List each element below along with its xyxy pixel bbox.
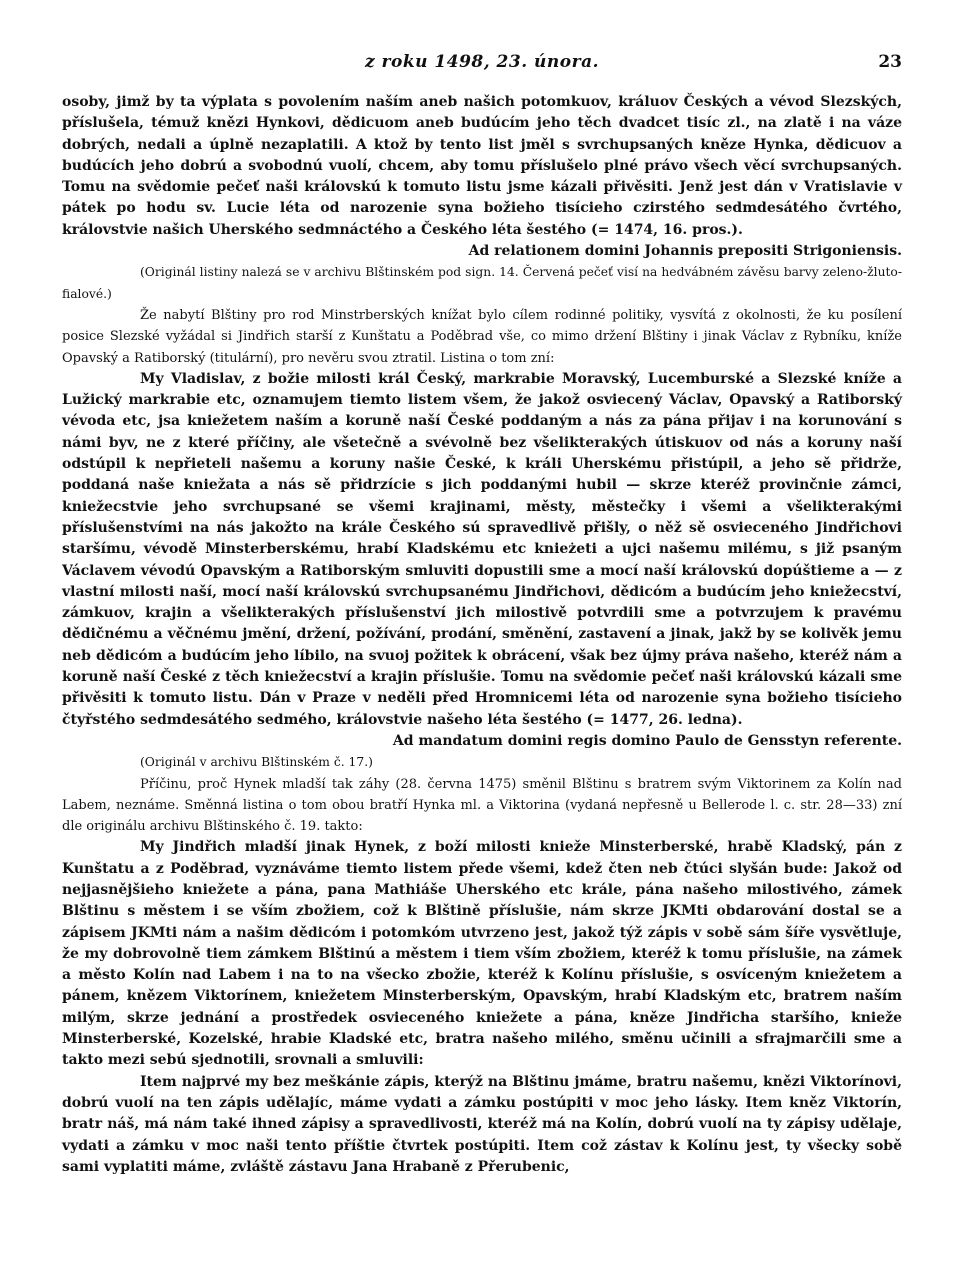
archive-note-2: (Originál v archivu Blštinském č. 17.): [140, 755, 373, 770]
page: [62, 52, 902, 1178]
mandate-note: Ad mandatum domini regis domino Paulo de Gensstyn referente.: [392, 732, 902, 749]
charter-jindrich: My Jindřich mladší jinak Hynek, z boží milosti knieže Minsterberské, hrabě Kladský, pán z Kunštatu a z Poděbrad, vyznáváme tiemto listem přede všemi, kdež čten neb čtúci slyšán bude: Jakož od nejjasnějšieho kniežete a pána, pana Mathiáše Uherského etc krále, pána našeho milostivého, zámek Blštinu s městem i se vším zbožiem, což k Blštině příslušie, nám skrze JKMti obdarování dostal se a zápisem JKMti nám a našim dědicóm i potomkóm utvrzeno jest, jakož týž zápis v sobě sám šíře vysvětluje, že my dobrovolně tiem zámkem Blštinú a městem i tiem vším zbožiem, kteréž k tomu příslušie, na zámek a město Kolín nad Labem i na to na všecko zbožie, kteréž k Kolínu příslušie, s osvíceným kniežetem a pánem, knězem Viktorínem, kniežetem Minsterberským, Opavským, hrabí Kladským etc, bratrem naším milým, skrze jednání a prostředek osvieceného kniežete a pána, kněze Jindřicha staršího, knieže Minsterberské, Kozelské, hrabie Kladské etc, bratra našeho milého, směnu učinili a sfrajmarčili sme a takto mezi sebú sjednotili, srovnali a smluvili:: [62, 839, 902, 1069]
charter-items: Item najprvé my bez meškánie zápis, kterýž na Blštinu jmáme, bratru našemu, knězi Viktorínovi, dobrú vuolí na ten zápis udělajíc, máme vydati a zámku postúpiti v moc jeho lásky. Item kněz Viktorín, bratr náš, má nám také ihned zápisy a spravedlivosti, kteréž má na Kolín, dobrú vuolí na ty zápisy udělaje, vydati a zámku v moc naši tento příštie čtvrtek postúpiti. Item což zástav k Kolínu jest, ty všecky sobě sami vyplatiti máme, zvláště zástavu Jana Hrabaně z Přerubenic,: [62, 1073, 902, 1175]
page-number: 23: [878, 52, 902, 72]
charter-vladislav: My Vladislav, z božie milosti král Český, markrabie Moravský, Lucemburské a Slezské kníže a Lužický markrabie etc, oznamujem tiemto listem všem, že jakož osviecený Václav, Opavský a Ratiborský vévoda etc, jsa kniežetem naším a koruně naší České poddaným a nás za pána přijav i na korunování s námi byv, ne z které příčiny, ale všetečně a svévolně bez všelikterakých útiskuov od nás a koruny naší odstúpil k nepřieteli našemu a koruny našie České, k králi Uherskému přistúpil, a jeho sě přidrže, poddaná naše kniežata a nás sě přidrzície s jich poddanými hubil — skrze kteréž provinčnie zámci, kniežecstvie jeho svrchupsané se všemi krajinami, městy, městečky i všemi a všelikterakými příslušenstvími na nás jakožto na krále Českého sú spravedlivě přišly, o něž sě osvieceného Jindřichovi staršímu, vévodě Minsterberskému, hrabí Kladskému etc knieżeti a ujci našemu milému, s již psaným Václavem vévodú Opavským a Ratiborským smluviti dopustili sme a mocí naší královskú dopúštieme a — z vlastní milosti naší, mocí naší královskú svrchupsanému Jindřichovi, dědicóm a budúcím jeho kniežecství, zámkuov, krajin a všelikterakých příslušenství jich milostivě potvrdili sme a potvrzujem k pravému dědičnému a věčnému jmění, držení, požívání, prodání, směnění, zastavení a jinak, jakž by se kolivěk jemu neb dědicóm a budúcím jeho líbilo, na svuoj požitek k obrácení, však bez újmy práva našeho, kteréž nám a koruně naší České z těch kniežecství a krajin příslušie. Tomu na svědomie pečeť naši královskú kázali sme přivěsiti k tomuto listu. Dán v Praze v neděli před Hromnicemi léta od narozenie syna božieho tisícieho čtyřstého sedmdesátého sedmého, královstvie našeho léta šestého (= 1477, 26. ledna).: [62, 370, 902, 728]
commentary-paragraph-2: Příčinu, proč Hynek mladší tak záhy (28. června 1475) směnil Blštinu s bratrem svým Viktorinem za Kolín nad Labem, neznáme. Směnná listina o tom obou bratří Hynka ml. a Viktorina (vydaná nepřesně u Bellerode l. c. str. 28—33) zní dle originálu archivu Blštinského č. 19. takto:: [62, 776, 902, 835]
archive-note-1: (Originál listiny nalezá se v archivu Blštinském pod sign. 14. Červená pečeť visí na hedvábném závěsu barvy zeleno-žluto-fialové.): [62, 265, 902, 301]
page-title: z roku 1498, 23. února.: [364, 52, 600, 72]
commentary-paragraph-1: Že nabytí Blštiny pro rod Minstrberských knížat bylo cílem rodinné politiky, vysvítá z okolnosti, že ku posílení posice Slezské vyžádal si Jindřich starší z Kunštatu a Poděbrad vše, co mimo držení Blštiny i jinak Václav z Rybníku, kníže Opavský a Ratiborský (titulární), pro nevěru svou ztratil. Listina o tom zní:: [62, 307, 902, 366]
relation-note: Ad relationem domini Johannis prepositi Strigoniensis.: [468, 243, 902, 260]
paragraph-payment-clause: osoby, jimž by ta výplata s povolením naším aneb našich potomkuov, králuov Českých a vévod Slezských, příslušela, témuž knězi Hynkovi, dědicuom aneb budúcím jeho těch dvadcet tisíc zl., na zlatě i na váze dobrých, nedali a úplně nezaplatili. A ktož by tento list jměl s svrchupsaných kněze Hynka, dědicuov a budúcích jeho dobrú a svobodnú vuolí, chcem, aby tomu příslušelo plné právo všech věcí svrchupsaných. Tomu na svědomie pečeť naši královskú k tomuto listu jsme kázali přivěsiti. Jenž jest dán v Vratislavie v pátek po hodu sv. Lucie léta od narozenie syna božieho tisícieho czirstého sedmdesátého čvrtého, královstvie našich Uherského sedmnáctého a Českého léta šestého (= 1474, 16. pros.).: [62, 94, 902, 238]
document-body: [62, 92, 902, 1178]
running-head: [62, 52, 902, 82]
